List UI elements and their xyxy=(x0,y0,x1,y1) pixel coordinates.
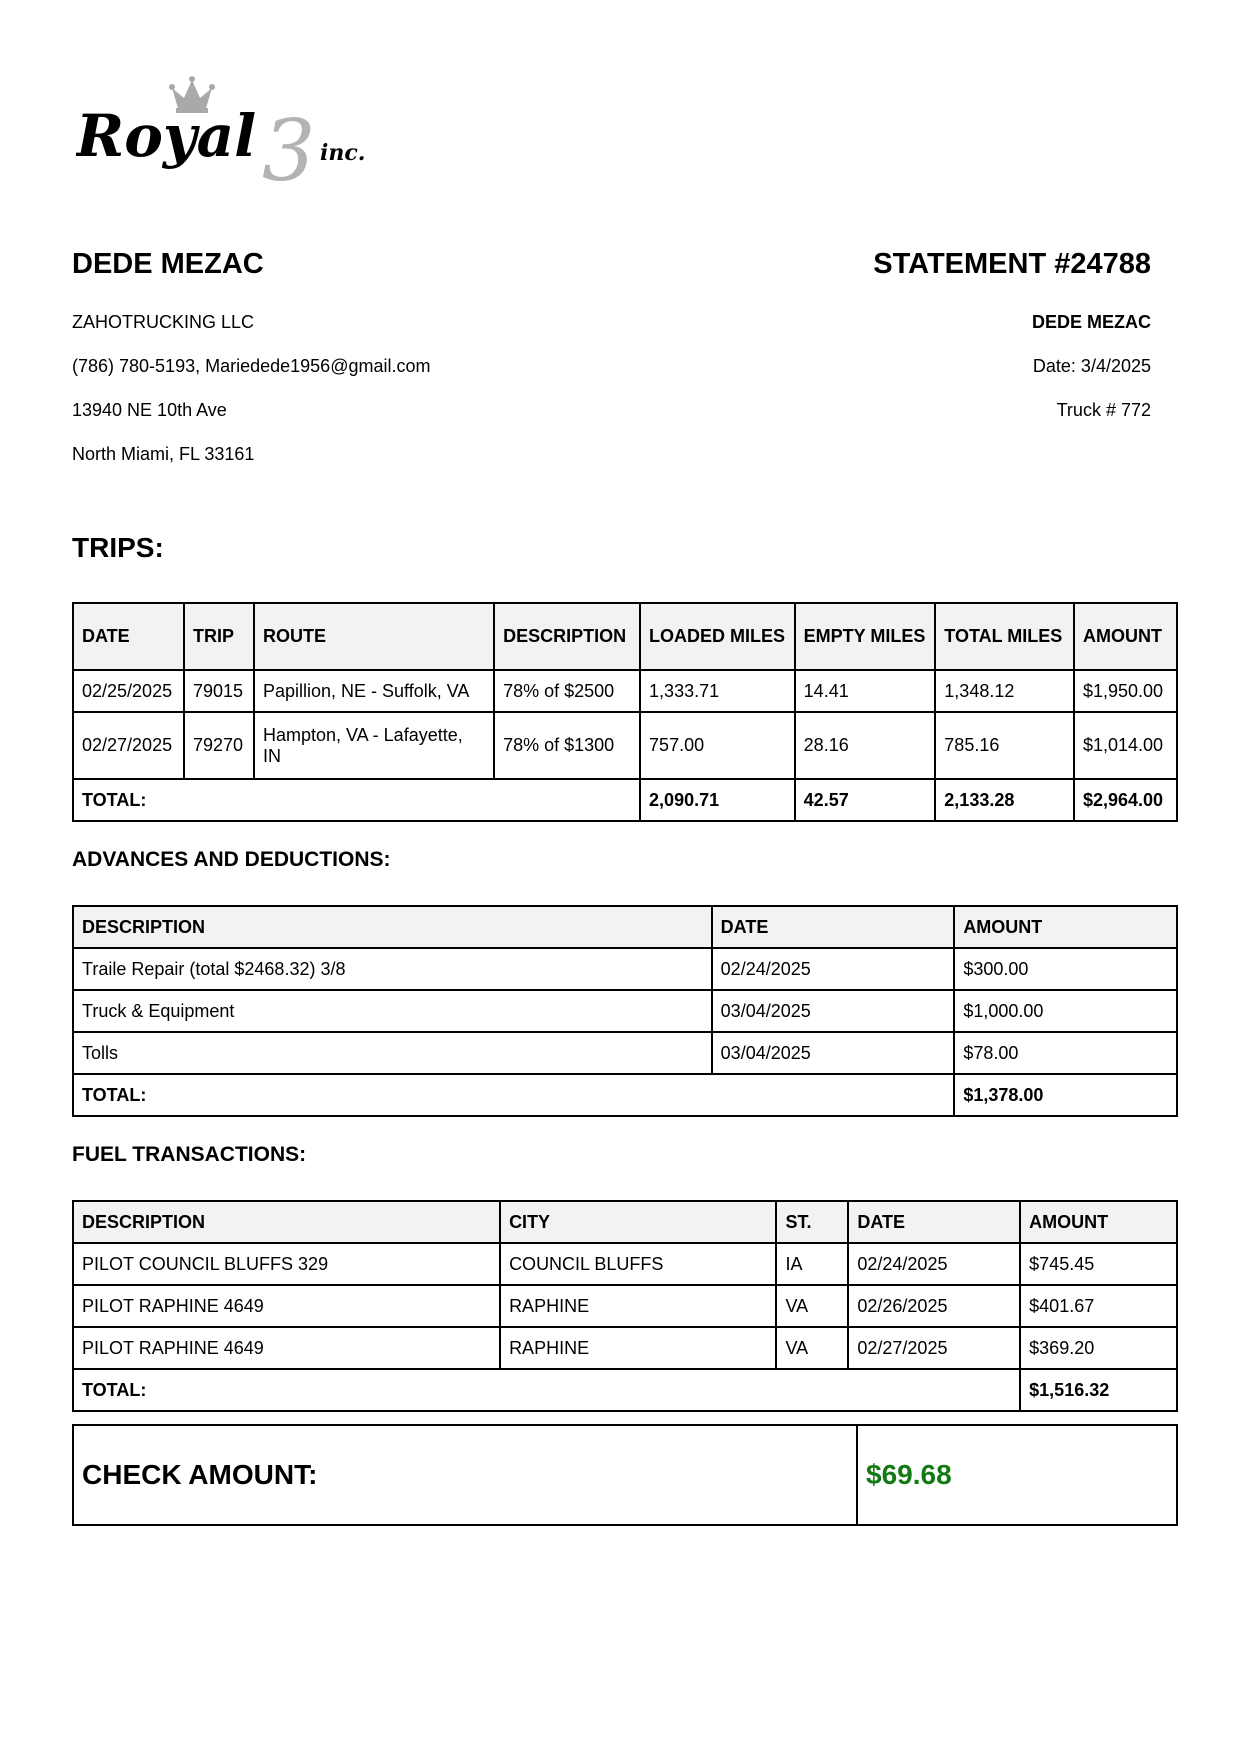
driver-company: ZAHOTRUCKING LLC xyxy=(72,312,255,332)
driver-contact: (786) 780-5193, Mariedede1956@gmail.com xyxy=(72,356,431,376)
col-header: DATE xyxy=(73,603,184,670)
table-row xyxy=(73,948,1177,990)
total-loaded-miles: 2,090.71 xyxy=(640,779,795,821)
cell: 02/24/2025 xyxy=(712,948,955,990)
total-label: TOTAL: xyxy=(73,1074,954,1116)
driver-address-line2: North Miami, FL 33161 xyxy=(72,444,255,464)
col-header: EMPTY MILES xyxy=(795,603,936,670)
cell: 1,333.71 xyxy=(640,670,795,712)
fuel-heading: FUEL TRANSACTIONS: xyxy=(72,1143,307,1166)
cell: 79270 xyxy=(184,712,254,779)
cell: PILOT COUNCIL BLUFFS 329 xyxy=(73,1243,500,1285)
col-header: AMOUNT xyxy=(1020,1201,1177,1243)
cell: $369.20 xyxy=(1020,1327,1177,1369)
cell: Papillion, NE - Suffolk, VA xyxy=(254,670,494,712)
col-header: AMOUNT xyxy=(954,906,1177,948)
trips-heading: TRIPS: xyxy=(72,532,164,563)
cell: 02/26/2025 xyxy=(848,1285,1020,1327)
statement-name: DEDE MEZAC xyxy=(1031,312,1151,332)
cell: $300.00 xyxy=(954,948,1177,990)
total-label: TOTAL: xyxy=(73,1369,1020,1411)
col-header: DESCRIPTION xyxy=(73,1201,500,1243)
table-row xyxy=(73,1327,1177,1369)
cell: Truck & Equipment xyxy=(73,990,712,1032)
fuel-table xyxy=(72,1200,1178,1412)
cell: $1,950.00 xyxy=(1074,670,1177,712)
total-miles: 2,133.28 xyxy=(935,779,1074,821)
total-amount: $2,964.00 xyxy=(1074,779,1177,821)
col-header: TOTAL MILES xyxy=(935,603,1074,670)
cell: 78% of $1300 xyxy=(494,712,640,779)
cell: $1,014.00 xyxy=(1074,712,1177,779)
total-amount: $1,378.00 xyxy=(954,1074,1177,1116)
driver-name: DEDE MEZAC xyxy=(72,248,264,280)
cell: RAPHINE xyxy=(500,1327,776,1369)
cell: 02/27/2025 xyxy=(848,1327,1020,1369)
col-header: ST. xyxy=(776,1201,848,1243)
cell: COUNCIL BLUFFS xyxy=(500,1243,776,1285)
cell: 78% of $2500 xyxy=(494,670,640,712)
trips-table xyxy=(72,602,1178,822)
cell: 02/27/2025 xyxy=(73,712,184,779)
col-header: DESCRIPTION xyxy=(73,906,712,948)
cell: 79015 xyxy=(184,670,254,712)
cell: Tolls xyxy=(73,1032,712,1074)
cell: $401.67 xyxy=(1020,1285,1177,1327)
fuel-header-row xyxy=(73,1201,1177,1243)
cell: 02/25/2025 xyxy=(73,670,184,712)
col-header: LOADED MILES xyxy=(640,603,795,670)
cell: 03/04/2025 xyxy=(712,990,955,1032)
table-row xyxy=(73,990,1177,1032)
col-header: AMOUNT xyxy=(1074,603,1177,670)
trips-header-row xyxy=(73,603,1177,670)
logo-word: Royal xyxy=(76,102,257,170)
table-row xyxy=(73,1243,1177,1285)
logo-numeral: 3 xyxy=(262,102,316,194)
cell: 03/04/2025 xyxy=(712,1032,955,1074)
cell: VA xyxy=(776,1285,848,1327)
cell: Hampton, VA - Lafayette, IN xyxy=(254,712,494,779)
total-amount: $1,516.32 xyxy=(1020,1369,1177,1411)
check-amount-label: CHECK AMOUNT: xyxy=(73,1425,857,1525)
col-header: DESCRIPTION xyxy=(494,603,640,670)
check-amount-value: $69.68 xyxy=(857,1425,1177,1525)
cell: 785.16 xyxy=(935,712,1074,779)
advances-heading: ADVANCES AND DEDUCTIONS: xyxy=(72,848,391,871)
trips-total-row xyxy=(73,779,1177,821)
cell: $1,000.00 xyxy=(954,990,1177,1032)
statement-date: Date: 3/4/2025 xyxy=(1032,356,1151,376)
cell: $745.45 xyxy=(1020,1243,1177,1285)
advances-header-row xyxy=(73,906,1177,948)
cell: Traile Repair (total $2468.32) 3/8 xyxy=(73,948,712,990)
cell: 757.00 xyxy=(640,712,795,779)
logo-suffix: inc. xyxy=(320,140,366,166)
table-row xyxy=(73,712,1177,779)
cell: IA xyxy=(776,1243,848,1285)
statement-title: STATEMENT #24788 xyxy=(873,248,1151,280)
cell: PILOT RAPHINE 4649 xyxy=(73,1285,500,1327)
col-header: CITY xyxy=(500,1201,776,1243)
total-empty-miles: 42.57 xyxy=(795,779,936,821)
col-header: TRIP xyxy=(184,603,254,670)
total-label: TOTAL: xyxy=(73,779,184,821)
cell: 28.16 xyxy=(795,712,936,779)
cell: PILOT RAPHINE 4649 xyxy=(73,1327,500,1369)
table-row xyxy=(73,670,1177,712)
advances-total-row xyxy=(73,1074,1177,1116)
driver-address-line1: 13940 NE 10th Ave xyxy=(72,400,227,420)
statement-truck: Truck # 772 xyxy=(1056,400,1151,420)
col-header: DATE xyxy=(848,1201,1020,1243)
col-header: DATE xyxy=(712,906,955,948)
check-amount-box xyxy=(72,1424,1178,1526)
col-header: ROUTE xyxy=(254,603,494,670)
table-row xyxy=(73,1032,1177,1074)
advances-table xyxy=(72,905,1178,1117)
cell: 14.41 xyxy=(795,670,936,712)
cell: 02/24/2025 xyxy=(848,1243,1020,1285)
fuel-total-row xyxy=(73,1369,1177,1411)
table-row xyxy=(73,1285,1177,1327)
cell: 1,348.12 xyxy=(935,670,1074,712)
cell: VA xyxy=(776,1327,848,1369)
cell: RAPHINE xyxy=(500,1285,776,1327)
company-logo xyxy=(76,76,386,194)
cell: $78.00 xyxy=(954,1032,1177,1074)
